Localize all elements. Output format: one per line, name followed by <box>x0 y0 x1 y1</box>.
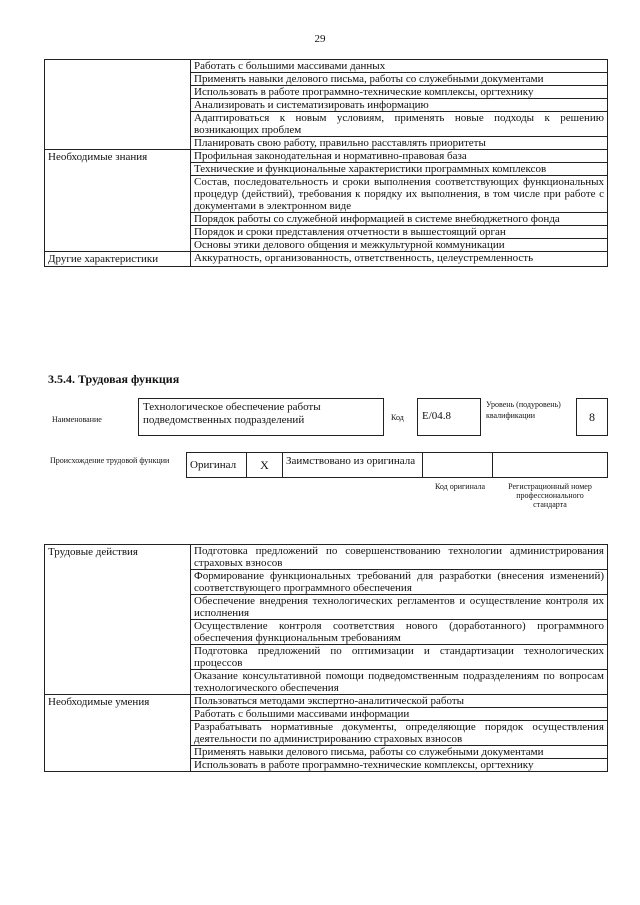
table-cell: Адаптироваться к новым условиям, применять новые подходы к решению возникающих проблем <box>191 112 608 137</box>
table-cell: Состав, последовательность и сроки выполнения соответствующих функциональных процедур (действий), требования к порядку их выполнения, в том числе при работе с документами в электронном виде <box>191 176 608 213</box>
requirements-table-top <box>44 59 608 267</box>
page-number: 29 <box>314 33 326 45</box>
table-row <box>45 150 608 163</box>
table-row <box>45 60 608 73</box>
code-original-cell <box>423 453 493 478</box>
table-cell: Основы этики делового общения и межкультурной коммуникации <box>191 239 608 252</box>
table-cell: Планировать свою работу, правильно расставлять приоритеты <box>191 137 608 150</box>
table-row <box>45 545 608 570</box>
table-cell: Подготовка предложений по оптимизации и стандартизации технологических процессов <box>191 645 608 670</box>
table-cell: Порядок работы со служебной информацией в системе внебюджетного фонда <box>191 213 608 226</box>
section-heading: 3.5.4. Трудовая функция <box>48 372 180 386</box>
borrowed-label: Заимствовано из оригинала <box>283 453 423 478</box>
code-original-label: Код оригинала <box>434 482 486 491</box>
table-cell: Работать с большими массивами данных <box>191 60 608 73</box>
table-cell: Осуществление контроля соответствия нового (доработанного) программного обеспечения функциональным требованиям <box>191 620 608 645</box>
actions-label: Трудовые действия <box>45 545 191 695</box>
table-cell: Использовать в работе программно-технические комплексы, оргтехнику <box>191 86 608 99</box>
other-label: Другие характеристики <box>45 252 191 267</box>
table-row <box>45 695 608 708</box>
original-label: Оригинал <box>187 453 247 478</box>
reg-number-label: Регистрационный номер профессионального стандарта <box>508 482 592 509</box>
table-cell: Подготовка предложений по совершенствованию технологии администрирования страховых взносов <box>191 545 608 570</box>
table-cell: Оказание консультативной помощи подведомственным подразделениям по вопросам технологического обеспечения <box>191 670 608 695</box>
table-cell: Анализировать и систематизировать информацию <box>191 99 608 112</box>
table-cell: Применять навыки делового письма, работы со служебными документами <box>191 73 608 86</box>
table-cell: Порядок и сроки представления отчетности в вышестоящий орган <box>191 226 608 239</box>
table-row <box>45 252 608 267</box>
knowledge-label: Необходимые знания <box>45 150 191 252</box>
code-label: Код <box>391 413 404 422</box>
code-value: E/04.8 <box>417 398 481 436</box>
name-label: Наименование <box>52 415 102 424</box>
reg-number-cell <box>493 453 608 478</box>
name-value: Технологическое обеспечение работы подведомственных подразделений <box>138 398 384 436</box>
origin-label: Происхождение трудовой функции <box>50 456 170 465</box>
table-cell: Технические и функциональные характеристики программных комплексов <box>191 163 608 176</box>
table-cell: Формирование функциональных требований для разработки (внесения изменений) соответствующего программного обеспечения <box>191 570 608 595</box>
level-value: 8 <box>576 398 608 436</box>
table-cell-empty <box>45 60 191 150</box>
table-cell: Профильная законодательная и нормативно-правовая база <box>191 150 608 163</box>
table-cell: Пользоваться методами экспертно-аналитической работы <box>191 695 608 708</box>
skills-label: Необходимые умения <box>45 695 191 772</box>
table-cell: Аккуратность, организованность, ответственность, целеустремленность <box>191 252 608 267</box>
table-cell: Использовать в работе программно-технические комплексы, оргтехнику <box>191 759 608 772</box>
table-cell: Обеспечение внедрения технологических регламентов и осуществление контроля их исполнения <box>191 595 608 620</box>
requirements-table-bottom <box>44 544 608 772</box>
table-cell: Работать с большими массивами информации <box>191 708 608 721</box>
level-label: Уровень (подуровень) квалификации <box>486 400 561 420</box>
table-cell: Разрабатывать нормативные документы, определяющие порядок осуществления деятельности по администрированию страховых взносов <box>191 721 608 746</box>
origin-table <box>186 452 608 478</box>
table-cell: Применять навыки делового письма, работы со служебными документами <box>191 746 608 759</box>
original-mark: X <box>247 453 283 478</box>
